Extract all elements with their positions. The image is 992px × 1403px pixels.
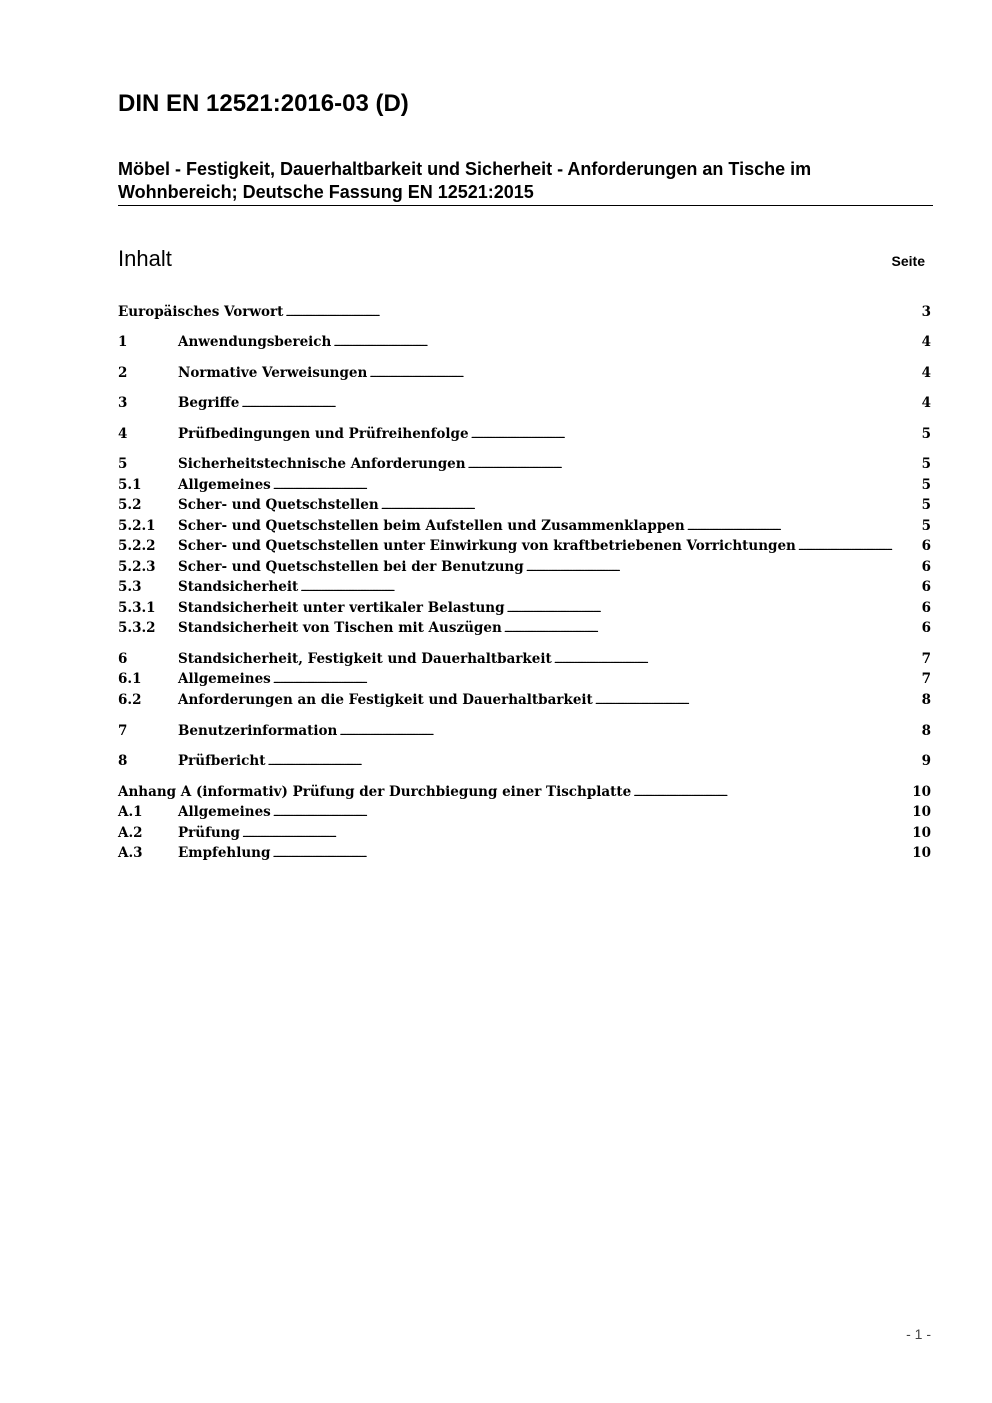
toc-dot-leader: [798, 536, 921, 556]
toc-entry-title: Scher- und Quetschstellen bei der Benutzung: [178, 559, 524, 575]
toc-entry-title: Allgemeines: [178, 671, 271, 687]
toc-entry-page: 5: [921, 518, 931, 534]
toc-entry-number: 8: [118, 753, 128, 769]
toc-entry-title: Prüfung: [178, 825, 240, 841]
toc-entry[interactable]: [118, 557, 931, 577]
toc-entry[interactable]: [118, 721, 931, 741]
toc-entry[interactable]: [118, 332, 931, 352]
toc-entry[interactable]: [118, 782, 931, 802]
toc-entry-page: 8: [921, 723, 931, 739]
toc-dot-leader: [381, 495, 921, 515]
toc-entry-title: Begriffe: [178, 395, 240, 411]
toc-entry-number: 5.3: [118, 579, 142, 595]
toc-entry-title: Standsicherheit: [178, 579, 299, 595]
toc-entry-page: 6: [921, 620, 931, 636]
toc-dot-leader: [300, 577, 920, 597]
toc-dot-leader: [285, 302, 920, 322]
toc-entry[interactable]: [118, 618, 931, 638]
toc-entry-page: 10: [912, 845, 931, 861]
toc-dot-leader: [595, 690, 921, 710]
toc-dot-leader: [687, 516, 921, 536]
toc-entry-page: 4: [921, 334, 931, 350]
toc-dot-leader: [633, 782, 911, 802]
toc-entry-title: Standsicherheit von Tischen mit Auszügen: [178, 620, 502, 636]
toc-entry-page: 10: [912, 804, 931, 820]
toc-entry-title: Scher- und Quetschstellen unter Einwirkung von kraftbetriebenen Vorrichtungen: [178, 538, 796, 554]
toc-entry-title: Scher- und Quetschstellen beim Aufstellen und Zusammenklappen: [178, 518, 685, 534]
toc-entry[interactable]: [118, 302, 931, 322]
toc-entry-page: 6: [921, 579, 931, 595]
toc-dot-leader: [273, 475, 921, 495]
toc-entry-number: 5.3.2: [118, 620, 156, 636]
toc-entry-title: Normative Verweisungen: [178, 365, 368, 381]
toc-entry-page: 8: [921, 692, 931, 708]
toc-entry-page: 7: [921, 671, 931, 687]
toc-entry-number: 5.2.1: [118, 518, 156, 534]
toc-entry-number: 6.1: [118, 671, 142, 687]
toc-entry[interactable]: [118, 516, 931, 536]
toc-entry-page: 6: [921, 600, 931, 616]
toc-dot-leader: [504, 618, 921, 638]
toc-dot-leader: [272, 843, 911, 863]
toc-entry-title: Allgemeines: [178, 477, 271, 493]
toc-entry-title: Prüfbedingungen und Prüfreihenfolge: [178, 426, 469, 442]
toc-entry-number: 5.2.3: [118, 559, 156, 575]
toc-entry[interactable]: [118, 598, 931, 618]
toc-dot-leader: [242, 823, 911, 843]
toc-entry-title: Prüfbericht: [178, 753, 266, 769]
document-title: DIN EN 12521:2016-03 (D): [118, 90, 409, 117]
toc-entry-title: Anhang A (informativ) Prüfung der Durchbiegung einer Tischplatte: [118, 784, 632, 800]
toc-entry-number: 2: [118, 365, 128, 381]
toc-entry[interactable]: [118, 802, 931, 822]
toc-dot-leader: [273, 802, 911, 822]
toc-dot-leader: [554, 649, 921, 669]
toc-entry-number: 5.3.1: [118, 600, 156, 616]
toc-entry-number: 5: [118, 456, 128, 472]
toc-entry-page: 5: [921, 497, 931, 513]
toc-entry-number: A.3: [118, 845, 143, 861]
toc-entry-page: 5: [921, 477, 931, 493]
toc-dot-leader: [471, 424, 921, 444]
toc-entry-title: Anforderungen an die Festigkeit und Dauerhaltbarkeit: [178, 692, 593, 708]
toc-entry[interactable]: [118, 393, 931, 413]
toc-entry-number: 5.1: [118, 477, 142, 493]
toc-entry-number: A.1: [118, 804, 143, 820]
toc-dot-leader: [339, 721, 920, 741]
toc-entry-page: 4: [921, 365, 931, 381]
title-divider: [118, 205, 933, 206]
toc-entry[interactable]: [118, 823, 931, 843]
toc-dot-leader: [526, 557, 921, 577]
toc-heading: Inhalt: [118, 246, 172, 271]
toc-entry-title: Allgemeines: [178, 804, 271, 820]
toc-entry[interactable]: [118, 536, 931, 556]
toc-dot-leader: [369, 363, 920, 383]
toc-entry[interactable]: [118, 424, 931, 444]
toc-entry-title: Scher- und Quetschstellen: [178, 497, 379, 513]
toc-entry-number: 5.2: [118, 497, 142, 513]
toc-entry-number: 6: [118, 651, 128, 667]
toc-entry-title: Europäisches Vorwort: [118, 304, 284, 320]
toc-entry-number: 7: [118, 723, 128, 739]
toc-entry-number: 6.2: [118, 692, 142, 708]
toc-page-column-label: Seite: [891, 253, 925, 269]
toc-dot-leader: [267, 751, 920, 771]
toc-entry-title: Empfehlung: [178, 845, 271, 861]
toc-entry-page: 9: [921, 753, 931, 769]
toc-entry[interactable]: [118, 669, 931, 689]
toc-entry[interactable]: [118, 577, 931, 597]
toc-entry-number: 3: [118, 395, 128, 411]
document-subtitle: Möbel - Festigkeit, Dauerhaltbarkeit und Sicherheit - Anforderungen an Tische im Wohnbereich; Deutsche Fassung EN 12521:2015: [118, 159, 812, 202]
toc-entry-number: 1: [118, 334, 128, 350]
toc-entry-number: 4: [118, 426, 128, 442]
toc-dot-leader: [273, 669, 921, 689]
toc-entry[interactable]: [118, 495, 931, 515]
toc-entry[interactable]: [118, 751, 931, 771]
toc-entry-page: 5: [921, 456, 931, 472]
toc-entry-number: A.2: [118, 825, 143, 841]
toc-entry-title: Sicherheitstechnische Anforderungen: [178, 456, 466, 472]
toc-entry-page: 3: [921, 304, 931, 320]
toc-dot-leader: [333, 332, 920, 352]
toc-entry[interactable]: [118, 690, 931, 710]
toc-entry-title: Standsicherheit unter vertikaler Belastung: [178, 600, 505, 616]
toc-entry-page: 4: [921, 395, 931, 411]
toc-entry[interactable]: [118, 475, 931, 495]
toc-entry-page: 10: [912, 825, 931, 841]
toc-entry-page: 10: [912, 784, 931, 800]
toc-entry-page: 6: [921, 559, 931, 575]
toc-dot-leader: [241, 393, 920, 413]
toc-entry-page: 6: [921, 538, 931, 554]
toc-entry-title: Anwendungsbereich: [178, 334, 332, 350]
toc-entry[interactable]: [118, 649, 931, 669]
toc-entry[interactable]: [118, 363, 931, 383]
toc-entry[interactable]: [118, 454, 931, 474]
toc-dot-leader: [468, 454, 921, 474]
toc-entry-page: 5: [921, 426, 931, 442]
toc-entry-title: Benutzerinformation: [178, 723, 338, 739]
toc-entry[interactable]: [118, 843, 931, 863]
toc-entry-title: Standsicherheit, Festigkeit und Dauerhaltbarkeit: [178, 651, 552, 667]
toc-entry-number: 5.2.2: [118, 538, 156, 554]
toc-dot-leader: [507, 598, 921, 618]
toc-entry-page: 7: [921, 651, 931, 667]
page-number: - 1 -: [906, 1326, 931, 1342]
